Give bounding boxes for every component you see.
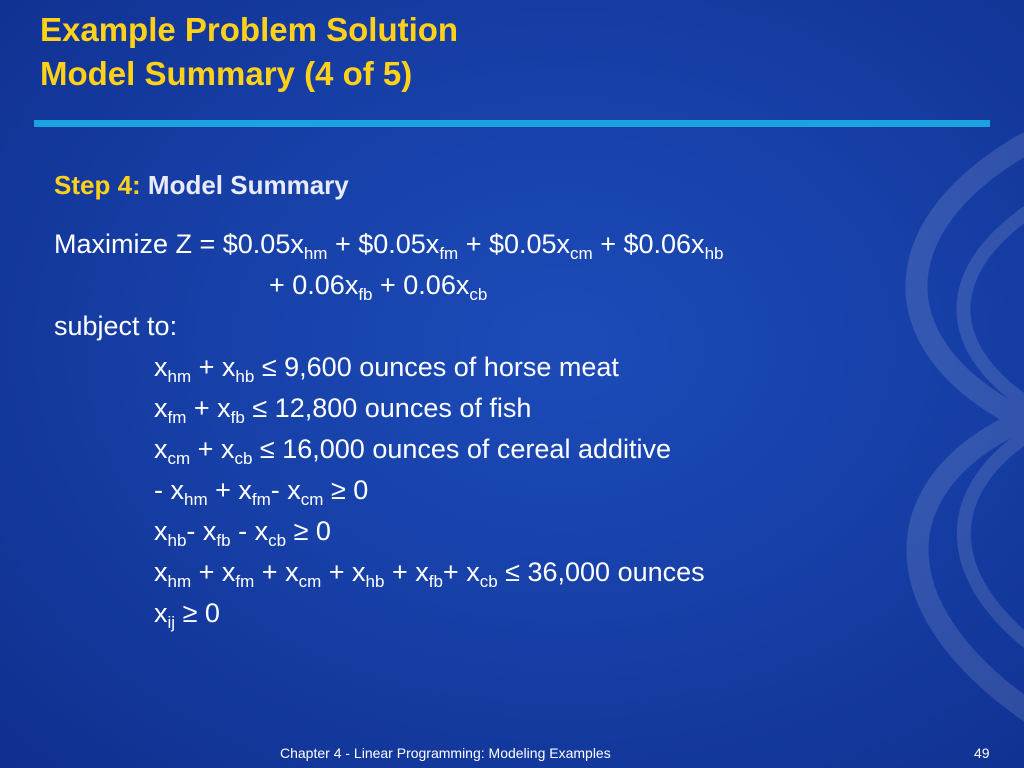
constraint-term: ≥ 0: [175, 598, 220, 628]
subscript: hm: [184, 490, 208, 509]
objective-line-1: [54, 224, 723, 265]
constraint-term: + x: [191, 557, 236, 587]
constraint-term: x: [154, 557, 168, 587]
subscript: fm: [167, 408, 187, 427]
subscript: fm: [251, 490, 271, 509]
constraint-cereal-additive: [54, 429, 723, 470]
subscript: fm: [439, 244, 459, 263]
step-text: Model Summary: [140, 170, 349, 200]
step-heading: [54, 168, 349, 202]
constraint-term: x: [154, 516, 168, 546]
subscript: hb: [704, 244, 724, 263]
subscript: fb: [428, 572, 443, 591]
subscript: fb: [216, 531, 231, 550]
objective-term: + 0.06x: [372, 270, 470, 300]
constraint-term: ≥ 0: [286, 516, 331, 546]
constraint-term: x: [154, 393, 168, 423]
objective-term: + $0.05x: [458, 229, 571, 259]
subscript: hm: [303, 244, 328, 263]
subscript: cb: [479, 572, 498, 591]
constraint-term: ≤ 12,800 ounces of fish: [244, 393, 532, 423]
constraint-term: x: [154, 434, 168, 464]
slide-number: 49: [974, 745, 990, 761]
constraint-horse-meat: [54, 347, 723, 388]
subscript: cb: [268, 531, 287, 550]
constraint-term: + x: [442, 557, 480, 587]
model-summary: [54, 224, 723, 634]
objective-term: + $0.05x: [327, 229, 440, 259]
constraint-fish: [54, 388, 723, 429]
constraint-term: + x: [254, 557, 299, 587]
constraint-term: - x: [154, 475, 184, 505]
subscript: ij: [167, 613, 176, 632]
constraint-term: - x: [186, 516, 217, 546]
subscript: fb: [358, 285, 373, 304]
objective-term: + $0.06x: [592, 229, 705, 259]
subscript: hm: [167, 367, 192, 386]
constraint-term: ≤ 9,600 ounces of horse meat: [254, 352, 619, 382]
constraint-term: x: [154, 352, 168, 382]
footer-chapter-text: Chapter 4 - Linear Programming: Modeling Examples: [280, 745, 611, 761]
subscript: hm: [167, 572, 192, 591]
subscript: fm: [235, 572, 255, 591]
objective-line-2: [54, 265, 723, 306]
subscript: fb: [230, 408, 245, 427]
constraint-term: + x: [207, 475, 252, 505]
subscript: hb: [235, 367, 255, 386]
constraint-term: + x: [186, 393, 231, 423]
constraint-meat-ratio-1: [54, 470, 723, 511]
constraint-term: ≤ 36,000 ounces: [497, 557, 705, 587]
constraint-term: x: [154, 598, 168, 628]
constraint-term: ≤ 16,000 ounces of cereal additive: [252, 434, 672, 464]
subscript: cm: [298, 572, 322, 591]
constraint-total-ounces: [54, 552, 723, 593]
subscript: hb: [365, 572, 385, 591]
subscript: cb: [469, 285, 488, 304]
subscript: cm: [300, 490, 324, 509]
constraint-term: + x: [190, 434, 235, 464]
slide-title: [40, 8, 458, 96]
objective-term: + 0.06x: [269, 270, 359, 300]
subscript: cb: [234, 449, 253, 468]
background-swirl-decoration: [824, 120, 1024, 740]
slide-title-line-1: Example Problem Solution: [40, 11, 459, 48]
constraint-meat-ratio-2: [54, 511, 723, 552]
subject-to-label: subject to:: [54, 311, 178, 341]
constraint-term: + x: [191, 352, 236, 382]
constraint-term: ≥ 0: [323, 475, 369, 505]
objective-prefix: Maximize Z = $0.05x: [54, 229, 304, 259]
subscript: hb: [167, 531, 187, 550]
constraint-term: + x: [384, 557, 429, 587]
constraint-term: - x: [270, 475, 301, 505]
step-label: Step 4:: [54, 170, 141, 200]
title-divider: [34, 120, 990, 127]
constraint-term: - x: [230, 516, 269, 546]
subscript: cm: [167, 449, 191, 468]
subscript: cm: [570, 244, 593, 263]
constraint-nonnegativity: [54, 593, 723, 634]
constraint-term: + x: [321, 557, 366, 587]
slide-title-line-2: Model Summary (4 of 5): [40, 55, 413, 92]
